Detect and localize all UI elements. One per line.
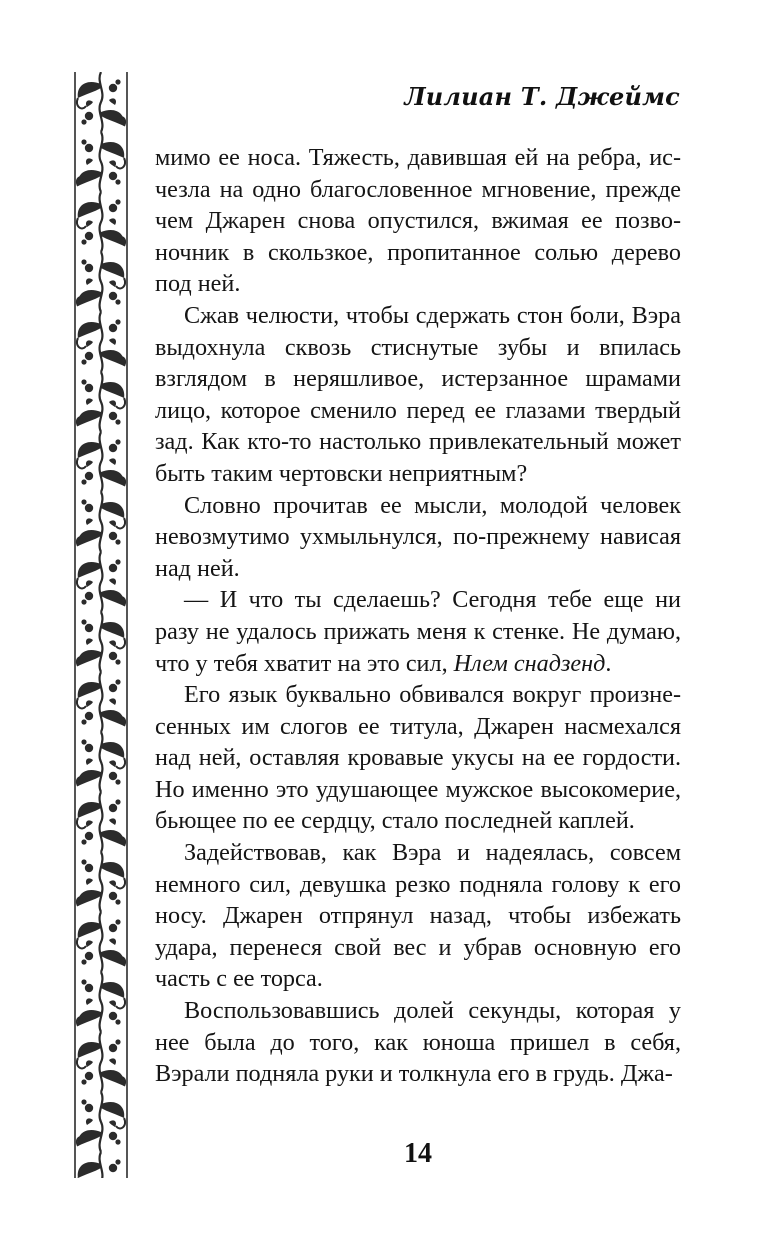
ornament-motif: [75, 192, 127, 252]
paragraph-4-title-italic: Нлем снадзенд: [453, 649, 606, 677]
ornament-motif: [75, 912, 127, 972]
ornament-motif: [75, 372, 127, 432]
paragraph-4-end: .: [605, 649, 612, 677]
ornament-motif: [75, 972, 127, 1032]
ornament-motif: [75, 252, 127, 312]
ornament-motif: [75, 492, 127, 552]
paragraph-6: Задействовав, как Вэра и надеялась, совсем немного сил, девушка резко подняла голову к его носу. Джарен отпрянул назад, чтобы избежать удара, перенеся свой вес и убрав основную его часть с ее торса.: [155, 839, 681, 993]
paragraph-1: мимо ее носа. Тяжесть, давившая ей на ребра, исчезла на одно благословенное мгновение, прежде чем Джарен снова опустился, вжимая ее позвоночник в скользкое, пропитанное солью дерево под ней.: [155, 144, 681, 298]
ornament-motif: [75, 1152, 127, 1178]
body-text: [155, 142, 681, 1090]
paragraph-3: Словно прочитав ее мысли, молодой человек невозмутимо ухмыльнулся, по-прежнему нависая над ней.: [155, 491, 681, 582]
floral-border-ornament: [72, 72, 130, 1178]
ornament-motif: [75, 132, 127, 192]
ornament-motif: [75, 612, 127, 672]
paragraph-4-text: — И что ты сделаешь? Сегодня тебе еще ни разу не удалось прижать меня к стенке. Не думаю, что у тебя хватит на это сил,: [155, 586, 681, 677]
ornament-motif: [75, 792, 127, 852]
running-header-author: Лилиан Т. Джеймс: [404, 82, 680, 111]
paragraph-4: [155, 584, 681, 679]
paragraph-7: Воспользовавшись долей секунды, которая у нее была до того, как юноша пришел в себя, Вэрали подняла руки и толкнула его в грудь. Джа-: [155, 997, 681, 1088]
ornament-motif: [75, 732, 127, 792]
page-number: 14: [404, 1138, 432, 1169]
ornament-motif: [75, 1032, 127, 1092]
ornament-motif: [75, 552, 127, 612]
paragraph-2: Сжав челюсти, чтобы сдержать стон боли, Вэра выдохнула сквозь стиснутые зубы и впилась взглядом в неряшливое, истерзанное шрамами лицо, которое сменило перед ее глазами твердый зад. Как кто-то настолько привлекательный может быть таким чертовски неприятным?: [155, 301, 681, 487]
ornament-motif: [75, 852, 127, 912]
ornament-motif: [75, 672, 127, 732]
ornament-motif: [75, 432, 127, 492]
ornament-motif: [75, 72, 127, 132]
ornament-motif: [75, 312, 127, 372]
ornament-motif: [75, 1092, 127, 1152]
paragraph-5: Его язык буквально обвивался вокруг произнесенных им слогов ее титула, Джарен насмехался над ней, оставляя кровавые укусы на ее гордости. Но именно это удушающее мужское высокомерие, бьющее по ее сердцу, стало последней каплей.: [155, 681, 681, 835]
